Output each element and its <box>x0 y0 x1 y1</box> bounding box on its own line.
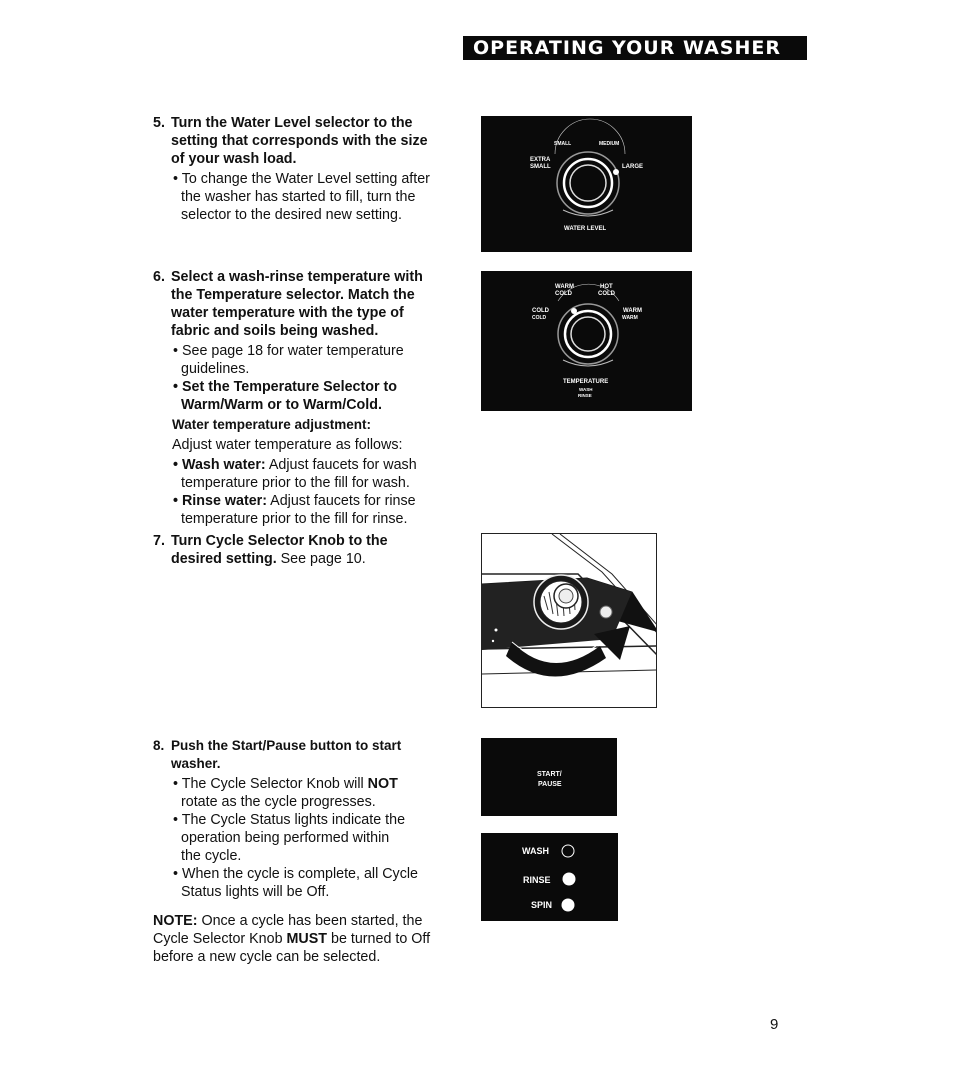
step-7 <box>153 532 453 568</box>
water-level-large-label: LARGE <box>622 164 643 170</box>
step-8-bullet-1: • The Cycle Selector Knob will NOT rotate as the cycle progresses. <box>173 776 398 810</box>
temp-cold-left-label: COLD <box>532 308 549 314</box>
water-level-knob <box>555 119 625 216</box>
step-number: 6. <box>153 269 165 285</box>
adjustment-heading: Water temperature adjustment: <box>172 417 372 432</box>
page-number: 9 <box>770 1016 779 1033</box>
step-5 <box>153 114 453 224</box>
step-6 <box>153 268 453 528</box>
rinse-water-bullet: • Rinse water: Adjust faucets for rinse temperature prior to the fill for rinse. <box>173 493 416 527</box>
step-8-bullet-3: • When the cycle is complete, all Cycle Status lights will be Off. <box>173 866 418 900</box>
status-wash-light <box>562 845 574 857</box>
status-spin-light <box>562 899 575 912</box>
step-6-heading: Select a wash-rinse temperature with the Temperature selector. Match the water temperature with the type of fabric and soils being washed. <box>171 269 423 339</box>
status-wash-label: WASH <box>522 846 549 856</box>
step-8 <box>153 737 453 901</box>
temp-cold-top-label: COLD <box>555 291 572 297</box>
temp-wash-label: WASH <box>579 387 593 392</box>
water-level-extra-small-label: SMALL <box>530 164 551 170</box>
step-number: 5. <box>153 115 165 131</box>
step-7-heading: Turn Cycle Selector Knob to the desired setting. See page 10. <box>171 533 388 567</box>
temp-warm-top-label: WARM <box>555 284 574 290</box>
temperature-caption: TEMPERATURE <box>563 379 609 385</box>
step-number: 7. <box>153 533 165 549</box>
section-header <box>463 36 807 60</box>
adjustment-text: Adjust water temperature as follows: <box>172 437 403 453</box>
temp-warm-right2-label: WARM <box>622 315 638 321</box>
start-pause-panel <box>481 738 617 816</box>
temp-rinse-label: RINSE <box>578 393 592 398</box>
step-5-bullet: • To change the Water Level setting after the washer has started to fill, turn the selector to the desired new setting. <box>173 171 430 223</box>
status-rinse-light <box>563 873 576 886</box>
note-label: NOTE: <box>153 913 198 929</box>
start-pause-button-label-2: PAUSE <box>538 781 562 788</box>
temperature-panel <box>481 271 692 411</box>
water-level-extra-label: EXTRA <box>530 157 551 163</box>
step-6-bullet-2: • Set the Temperature Selector to Warm/Warm or to Warm/Cold. <box>173 379 398 413</box>
status-spin-label: SPIN <box>531 900 553 910</box>
start-pause-button-label: START/ <box>537 771 562 778</box>
water-level-panel <box>481 116 692 252</box>
water-level-caption: WATER LEVEL <box>564 226 607 232</box>
water-level-small-label: SMALL <box>554 141 572 147</box>
temp-hot-label: HOT <box>600 284 613 290</box>
temp-cold-right-label: COLD <box>598 291 615 297</box>
status-rinse-label: RINSE <box>523 875 551 885</box>
temp-cold-left2-label: COLD <box>532 315 547 321</box>
step-8-bullet-2: • The Cycle Status lights indicate the operation being performed within the cycle. <box>173 812 406 864</box>
water-level-medium-label: MEDIUM <box>599 141 620 147</box>
step-number: 8. <box>153 738 165 753</box>
step-5-heading: Turn the Water Level selector to the setting that corresponds with the size of your wash load. <box>171 115 428 167</box>
section-title: OPERATING YOUR WASHER <box>473 37 781 59</box>
step-8-heading: Push the Start/Pause button to start washer. <box>171 738 402 771</box>
wash-water-bullet: • Wash water: Adjust faucets for wash temperature prior to the fill for wash. <box>173 457 417 491</box>
temp-warm-right-label: WARM <box>623 308 642 314</box>
cycle-selector-figure <box>481 533 657 708</box>
note: NOTE: Once a cycle has been started, the Cycle Selector Knob MUST be turned to Off before a new cycle can be selected. <box>153 913 431 965</box>
step-6-bullet-1: • See page 18 for water temperature guidelines. <box>173 343 404 377</box>
washer-console-illustration <box>482 534 657 708</box>
cycle-status-panel <box>481 833 618 921</box>
